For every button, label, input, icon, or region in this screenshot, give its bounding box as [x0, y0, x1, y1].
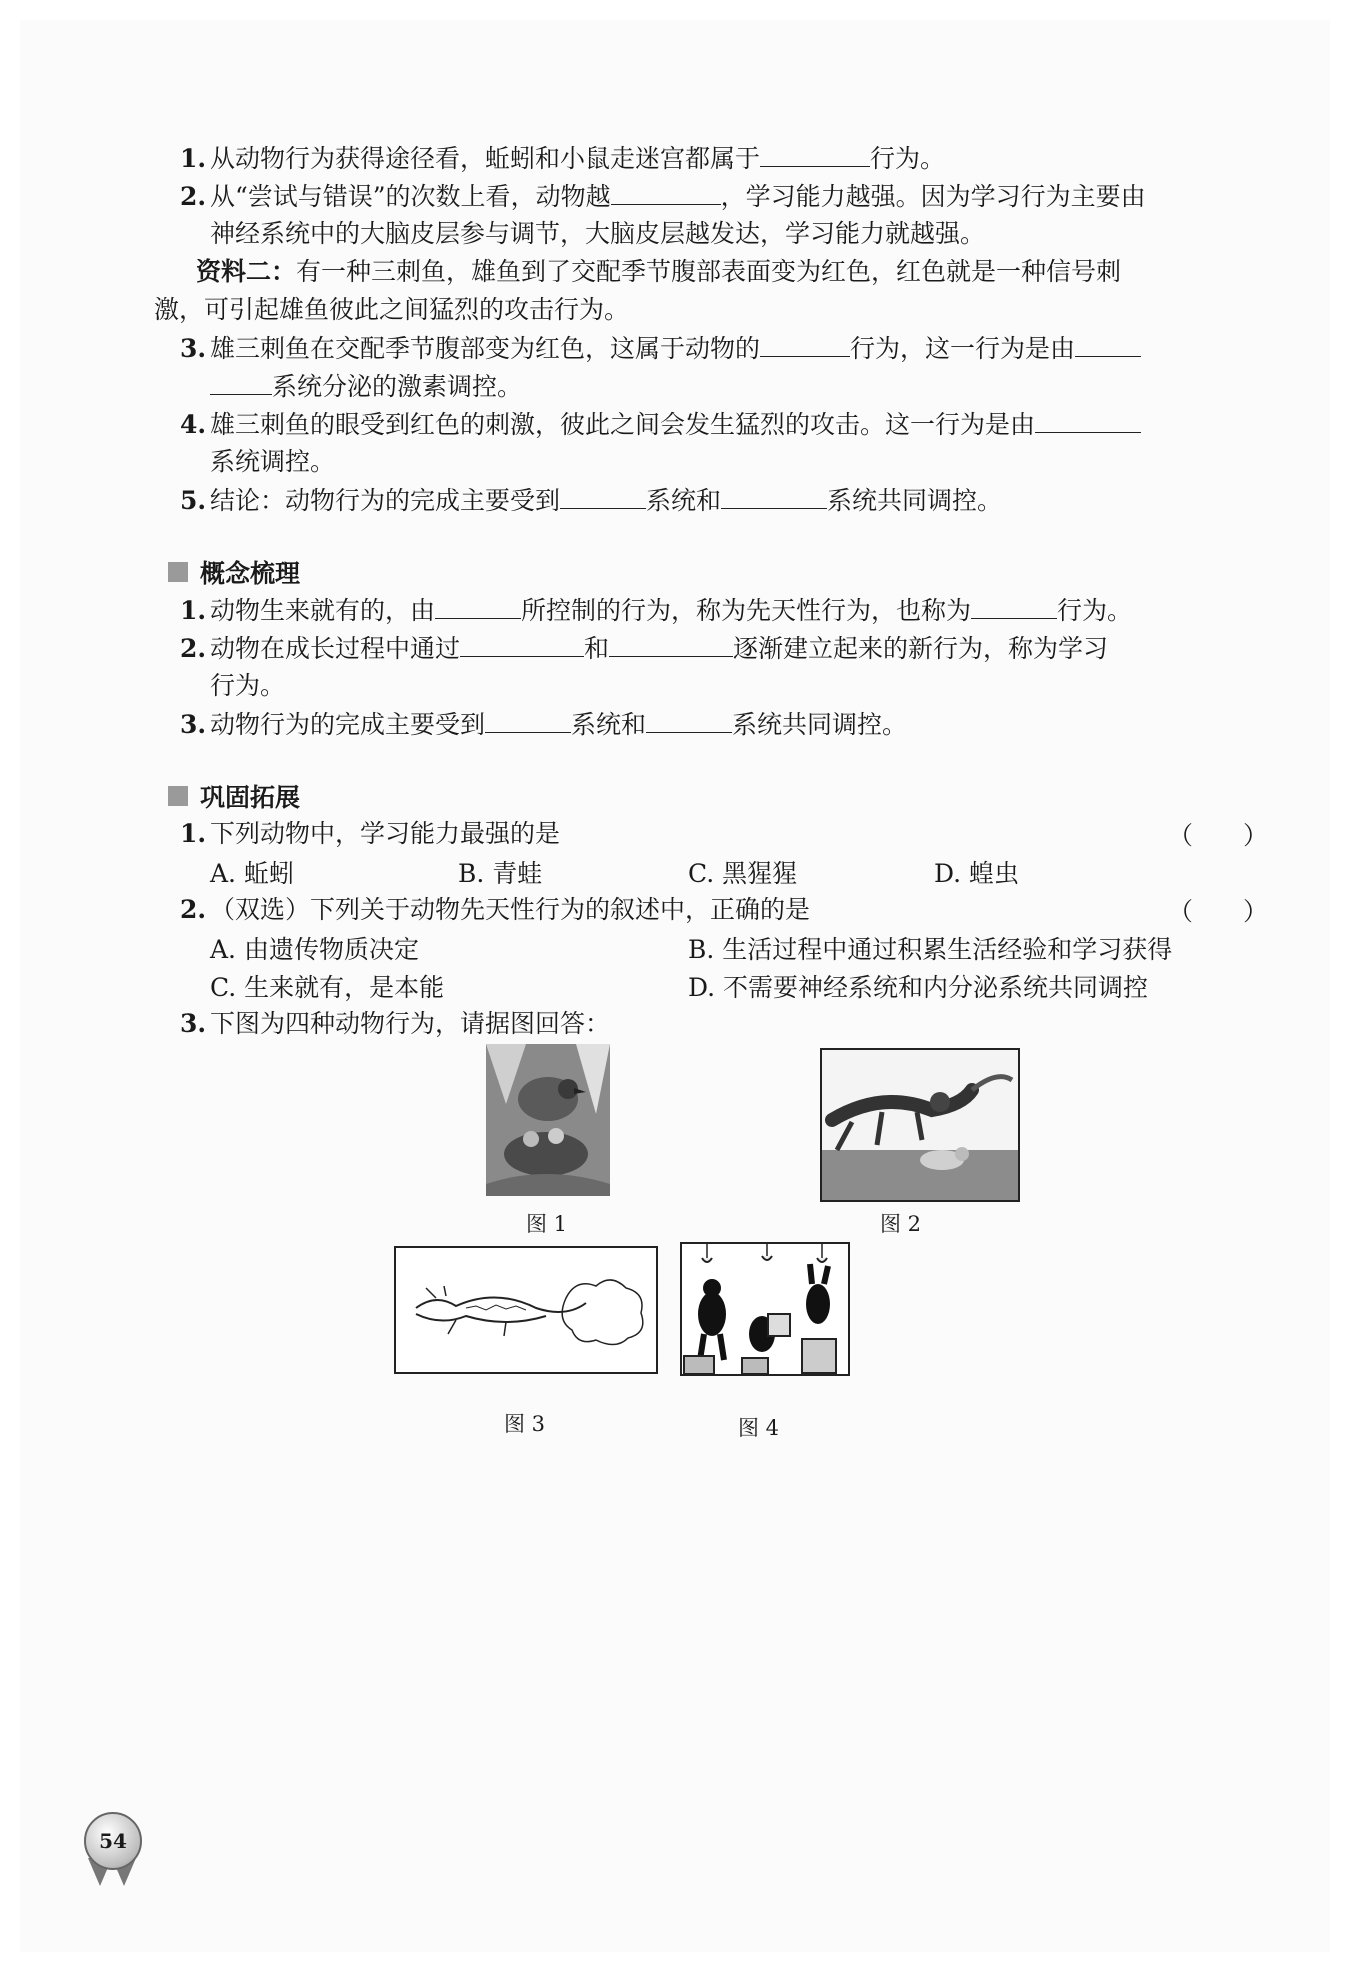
- answer-blank[interactable]: [760, 140, 870, 167]
- option-b[interactable]: B. 青蛙: [458, 859, 543, 888]
- answer-blank[interactable]: [760, 330, 850, 357]
- bird-nest-illustration: [486, 1044, 610, 1196]
- answer-blank[interactable]: [210, 368, 272, 395]
- section-concept-review: 概念梳理: [168, 554, 300, 590]
- question-3: 3. 雄三刺鱼在交配季节腹部变为红色，这属于动物的 行为，这一行为是由: [180, 330, 1141, 367]
- answer-paren[interactable]: （ ）: [1168, 897, 1269, 926]
- figure-1-caption: 图 1: [526, 1212, 568, 1236]
- exercise-2: 2. （双选）下列关于动物先天性行为的叙述中，正确的是: [180, 895, 811, 924]
- page-number-badge: [84, 1812, 142, 1870]
- data-2: 资料二：有一种三刺鱼，雄鱼到了交配季节腹部表面变为红色，红色就是一种信号刺: [196, 257, 1122, 286]
- section-consolidation: 巩固拓展: [168, 778, 300, 814]
- chimpanzee-boxes-illustration: [682, 1244, 848, 1374]
- answer-blank[interactable]: [611, 178, 721, 205]
- animal-sketch-illustration: [396, 1248, 656, 1372]
- concept-2: 2. 动物在成长过程中通过 和 逐渐建立起来的新行为，称为学习: [180, 630, 1108, 667]
- section-marker-icon: [168, 786, 188, 806]
- figure-3-caption: 图 3: [504, 1412, 546, 1436]
- option-b[interactable]: B. 生活过程中通过积累生活经验和学习获得: [688, 935, 1173, 964]
- concept-3: 3. 动物行为的完成主要受到 系统和 系统共同调控。: [180, 706, 907, 743]
- answer-blank[interactable]: [971, 592, 1057, 619]
- worksheet-page: [20, 20, 1330, 1952]
- page-number: 54: [99, 1829, 127, 1853]
- option-c[interactable]: C. 黑猩猩: [688, 859, 798, 888]
- option-a[interactable]: A. 由遗传物质决定: [210, 935, 419, 964]
- figure-3-image: [394, 1246, 658, 1374]
- data-2-cont: 激，可引起雄鱼彼此之间猛烈的攻击行为。: [154, 295, 630, 324]
- answer-paren[interactable]: （ ）: [1168, 821, 1269, 850]
- concept-2-cont: 行为。: [210, 671, 286, 700]
- figure-4-image: [680, 1242, 850, 1376]
- answer-blank[interactable]: [721, 482, 827, 509]
- option-d[interactable]: D. 蝗虫: [934, 859, 1020, 888]
- question-1: 1. 从动物行为获得途径看，蚯蚓和小鼠走迷宫都属于 行为。: [180, 140, 945, 177]
- question-4: 4. 雄三刺鱼的眼受到红色的刺激，彼此之间会发生猛烈的攻击。这一行为是由: [180, 406, 1141, 443]
- answer-blank[interactable]: [1075, 330, 1141, 357]
- option-a[interactable]: A. 蚯蚓: [210, 859, 294, 888]
- answer-blank[interactable]: [1035, 406, 1141, 433]
- question-2-cont: 神经系统中的大脑皮层参与调节，大脑皮层越发达，学习能力就越强。: [210, 219, 986, 248]
- question-3-cont: 系统分泌的激素调控。: [210, 368, 522, 405]
- question-5: 5. 结论：动物行为的完成主要受到 系统和 系统共同调控。: [180, 482, 1002, 519]
- question-2: 2. 从“尝试与错误”的次数上看，动物越 ，学习能力越强。因为学习行为主要由: [180, 178, 1146, 215]
- figure-4-caption: 图 4: [738, 1416, 780, 1440]
- answer-blank[interactable]: [485, 706, 571, 733]
- figure-2-image: [820, 1048, 1020, 1202]
- exercise-3: 3. 下图为四种动物行为，请据图回答：: [180, 1009, 611, 1038]
- concept-1: 1. 动物生来就有的，由 所控制的行为，称为先天性行为，也称为 行为。: [180, 592, 1132, 629]
- option-d[interactable]: D. 不需要神经系统和内分泌系统共同调控: [688, 973, 1149, 1002]
- figure-1-image: [486, 1044, 610, 1196]
- figure-2-caption: 图 2: [880, 1212, 922, 1236]
- exercise-1: 1. 下列动物中，学习能力最强的是: [180, 819, 561, 848]
- question-4-cont: 系统调控。: [210, 447, 336, 476]
- answer-blank[interactable]: [560, 482, 646, 509]
- answer-blank[interactable]: [646, 706, 732, 733]
- cheetah-chase-illustration: [822, 1050, 1018, 1200]
- answer-blank[interactable]: [609, 630, 733, 657]
- answer-blank[interactable]: [435, 592, 521, 619]
- option-c[interactable]: C. 生来就有，是本能: [210, 973, 445, 1002]
- answer-blank[interactable]: [460, 630, 584, 657]
- section-marker-icon: [168, 562, 188, 582]
